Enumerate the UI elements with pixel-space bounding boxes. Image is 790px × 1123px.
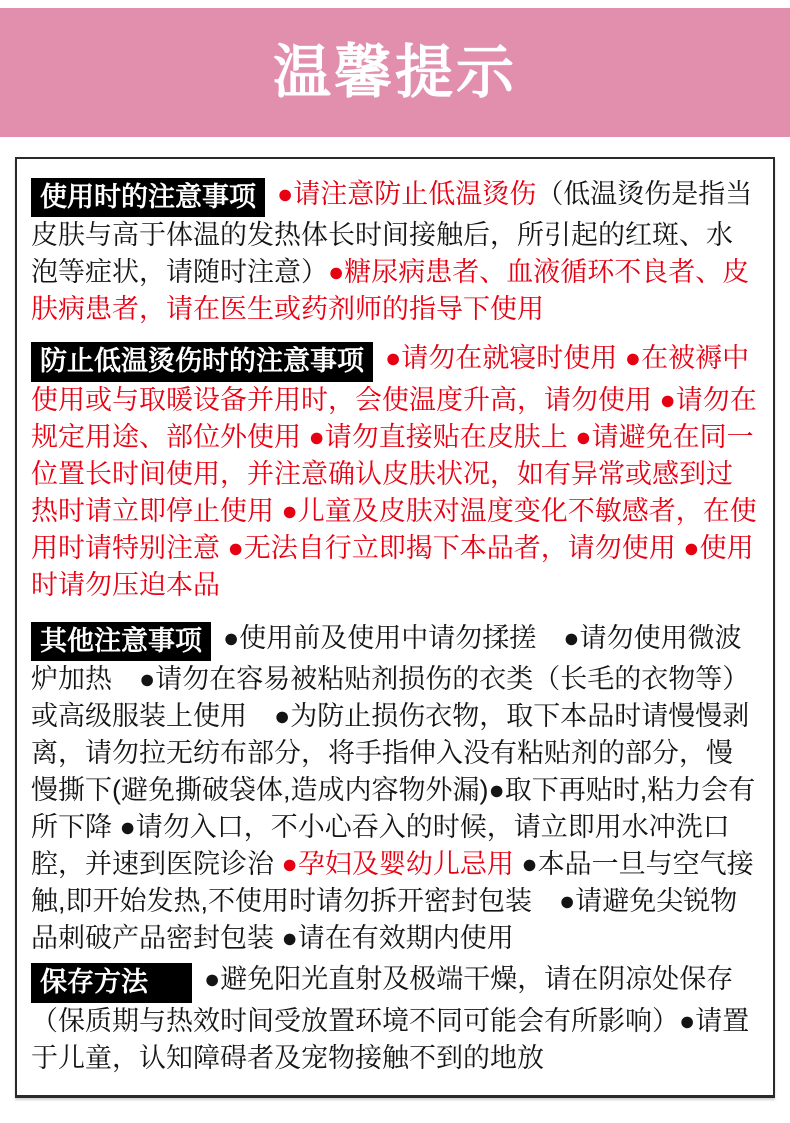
- storage-method-segment: ●避免阳光直射及极端干燥，请在阴凉处保存（保质期与热效时间受放置环境不同可能会有所影响）●请置于儿童，认知障碍者及宠物接触不到的地放: [31, 964, 750, 1073]
- other-notes-segment-1: ●使用前及使用中请勿揉搓 ●请勿使用微波炉加热 ●请勿在容易被粘贴剂损伤的衣类（长毛的衣物等）或高级服装上使用 ●为防止损伤衣物，取下本品时请慢慢剥离，请勿拉无纺布部分，将手指伸入没有粘贴剂的部分，慢慢撕下(避免撕破袋体,造成内容物外漏)●取下再贴时,粘力会有所下降 ●请勿入口，不小心吞入的时候，请立即用水冲洗口腔，并速到医院诊治: [31, 622, 756, 880]
- section-burn-prevention-notes: [31, 340, 759, 603]
- page-title: 温馨提示: [272, 39, 517, 105]
- section-other-notes: [31, 620, 759, 957]
- section-other-notes-header: 其他注意事项: [31, 622, 211, 661]
- notice-box: [15, 157, 775, 1098]
- burn-prevention-warning-segment: ●请勿在就寝时使用 ●在被褥中使用或与取暖设备并用时，会使温度升高，请勿使用 ●请勿在规定用途、部位外使用 ●请勿直接贴在皮肤上 ●请避免在同一位置长时间使用，并注意确认皮肤状况，如有异常或感到过热时请立即停止使用 ●儿童及皮肤对温度变化不敏感者，在使用时请特别注意 ●无法自行立即揭下本品者，请勿使用 ●使用时请勿压迫本品: [31, 343, 757, 600]
- section-usage-notes: [31, 176, 759, 328]
- title-banner: [0, 8, 790, 137]
- section-storage-method-header: 保存方法: [31, 963, 192, 1002]
- usage-warning-segment-3: ●糖尿病患者、血液循环不良者、皮肤病患者，请在医生或药剂师的指导下使用: [31, 257, 750, 325]
- section-storage-method: [31, 961, 759, 1076]
- other-notes-segment-2: ●孕妇及婴幼儿忌用: [281, 849, 514, 880]
- usage-warning-segment-2: （低温烫伤是指当皮肤与高于体温的发热体长时间接触后，所引起的红斑、水泡等症状，请随时注意）: [31, 179, 753, 288]
- usage-warning-segment-1: ●请注意防止低温烫伤: [277, 179, 537, 209]
- section-burn-prevention-header: 防止低温烫伤时的注意事项: [31, 342, 373, 381]
- section-usage-notes-header: 使用时的注意事项: [31, 178, 265, 217]
- other-notes-segment-3: ●本品一旦与空气接触,即开始发热,不使用时请勿拆开密封包装 ●请避免尖锐物品刺破产品密封包装 ●请在有效期内使用: [31, 849, 754, 954]
